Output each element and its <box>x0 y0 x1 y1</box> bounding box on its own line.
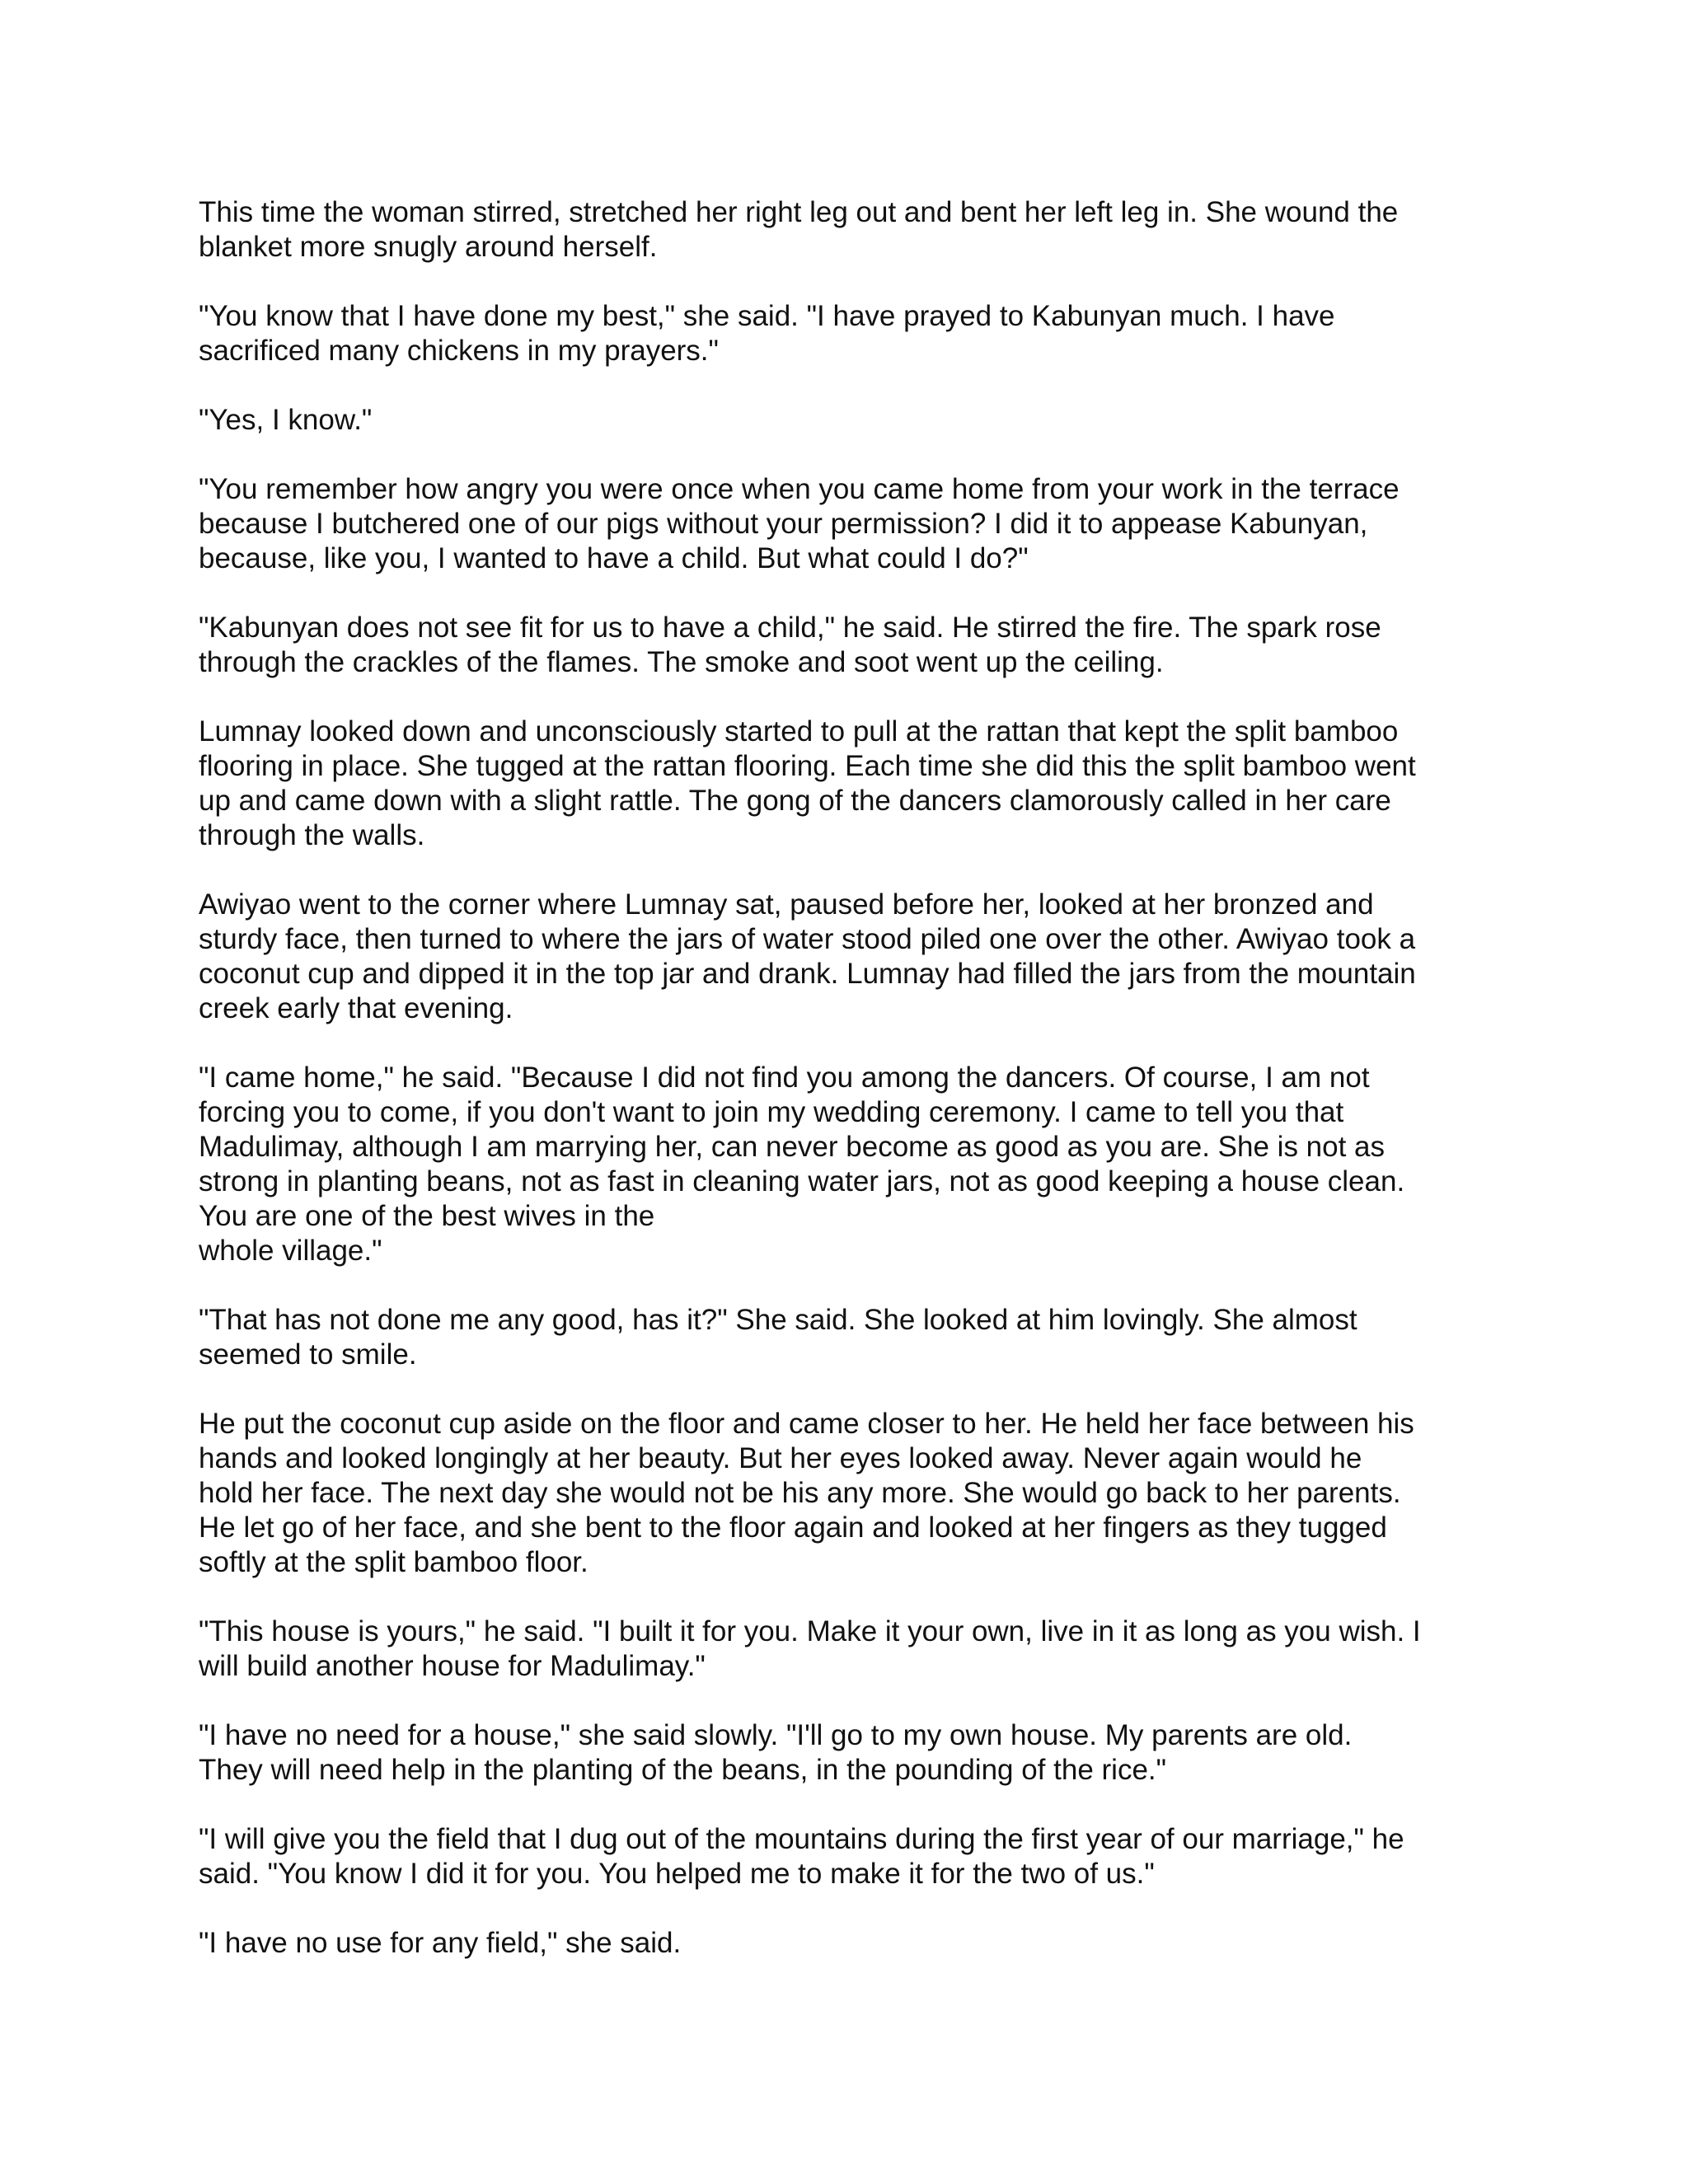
text-line: through the crackles of the flames. The smoke and soot went up the ceiling. <box>199 646 1164 678</box>
text-line: You are one of the best wives in the <box>199 1200 655 1232</box>
text-line: Lumnay looked down and unconsciously started to pull at the rattan that kept the split bamboo <box>199 715 1399 748</box>
text-line: "I have no use for any field," she said. <box>199 1927 682 1959</box>
paragraph <box>199 1407 1501 1580</box>
paragraph <box>199 1926 1501 1961</box>
text-line: "I have no need for a house," she said slowly. "I'll go to my own house. My parents are old. <box>199 1719 1353 1751</box>
text-line: "You remember how angry you were once when you came home from your work in the terrace <box>199 473 1400 505</box>
text-line: He let go of her face, and she bent to the floor again and looked at her fingers as they tugged <box>199 1511 1387 1544</box>
text-line: They will need help in the planting of the beans, in the pounding of the rice." <box>199 1754 1167 1786</box>
text-line: Madulimay, although I am marrying her, can never become as good as you are. She is not as <box>199 1131 1386 1163</box>
text-line: said. "You know I did it for you. You helped me to make it for the two of us." <box>199 1858 1155 1890</box>
text-line: because I butchered one of our pigs without your permission? I did it to appease Kabunyan, <box>199 508 1368 540</box>
text-line: through the walls. <box>199 819 425 851</box>
document-body <box>199 195 1501 1995</box>
text-line: up and came down with a slight rattle. The gong of the dancers clamorously called in her care <box>199 785 1391 817</box>
text-line: creek early that evening. <box>199 992 513 1024</box>
text-line: strong in planting beans, not as fast in cleaning water jars, not as good keeping a house clean. <box>199 1165 1405 1197</box>
paragraph <box>199 1303 1501 1372</box>
text-line: "I will give you the field that I dug out of the mountains during the first year of our marriage," he <box>199 1823 1404 1855</box>
paragraph <box>199 611 1501 680</box>
text-line: "I came home," he said. "Because I did not find you among the dancers. Of course, I am not <box>199 1062 1370 1094</box>
text-line: He put the coconut cup aside on the floor and came closer to her. He held her face between his <box>199 1408 1414 1440</box>
text-line: sturdy face, then turned to where the jars of water stood piled one over the other. Awiyao took a <box>199 923 1416 955</box>
paragraph <box>199 195 1501 265</box>
text-line: coconut cup and dipped it in the top jar and drank. Lumnay had filled the jars from the mountain <box>199 958 1416 990</box>
paragraph <box>199 888 1501 1026</box>
paragraph <box>199 472 1501 576</box>
text-line: "This house is yours," he said. "I built it for you. Make it your own, live in it as long as you wish. I <box>199 1615 1421 1647</box>
paragraph <box>199 1615 1501 1684</box>
text-line: sacrificed many chickens in my prayers." <box>199 335 719 367</box>
text-line: forcing you to come, if you don't want to join my wedding ceremony. I came to tell you that <box>199 1096 1344 1128</box>
text-line: because, like you, I wanted to have a child. But what could I do?" <box>199 542 1029 574</box>
paragraph <box>199 299 1501 368</box>
text-line: "That has not done me any good, has it?" She said. She looked at him lovingly. She almost <box>199 1304 1357 1336</box>
text-line: "Kabunyan does not see fit for us to have a child," he said. He stirred the fire. The spark rose <box>199 612 1381 644</box>
text-line: seemed to smile. <box>199 1338 417 1371</box>
text-line: blanket more snugly around herself. <box>199 231 658 263</box>
text-line: will build another house for Madulimay." <box>199 1650 706 1682</box>
text-line: "Yes, I know." <box>199 404 373 436</box>
text-line: This time the woman stirred, stretched her right leg out and bent her left leg in. She wound the <box>199 196 1399 228</box>
text-line: "You know that I have done my best," she said. "I have prayed to Kabunyan much. I have <box>199 300 1335 332</box>
paragraph <box>199 1061 1501 1268</box>
text-line: flooring in place. She tugged at the rattan flooring. Each time she did this the split bamboo went <box>199 750 1416 782</box>
paragraph <box>199 403 1501 438</box>
text-line: hold her face. The next day she would not be his any more. She would go back to her parents. <box>199 1477 1401 1509</box>
paragraph <box>199 1718 1501 1788</box>
paragraph <box>199 715 1501 853</box>
text-line: softly at the split bamboo floor. <box>199 1546 588 1578</box>
text-line: Awiyao went to the corner where Lumnay sat, paused before her, looked at her bronzed and <box>199 888 1374 921</box>
text-line: hands and looked longingly at her beauty. But her eyes looked away. Never again would he <box>199 1442 1362 1474</box>
paragraph <box>199 1822 1501 1891</box>
text-line: whole village." <box>199 1235 382 1267</box>
